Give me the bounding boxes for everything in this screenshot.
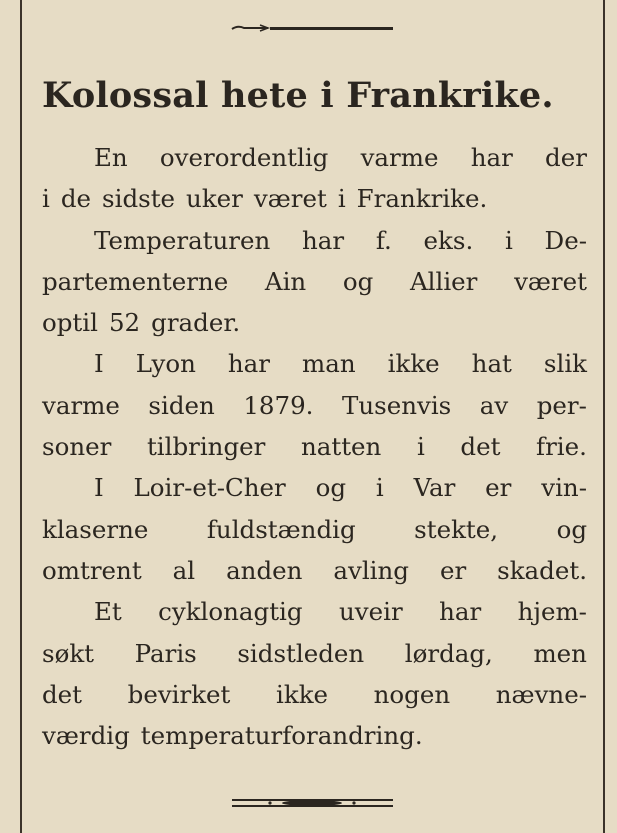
word: været bbox=[253, 184, 327, 214]
word: Frankrike. bbox=[356, 184, 488, 214]
word: har bbox=[470, 143, 513, 172]
word: er bbox=[439, 555, 467, 585]
word: slik bbox=[543, 349, 587, 379]
word: de bbox=[60, 184, 92, 214]
word: lørdag, bbox=[404, 638, 493, 668]
word: hjem- bbox=[517, 597, 587, 627]
word: bevirket bbox=[127, 679, 231, 709]
word: 52 bbox=[108, 308, 141, 338]
bottom-ornament bbox=[230, 797, 395, 809]
word: i bbox=[504, 225, 513, 255]
word: fuldstændig bbox=[206, 514, 356, 544]
word: været bbox=[514, 266, 587, 296]
word: søkt bbox=[42, 638, 95, 668]
word: partementerne bbox=[42, 266, 229, 296]
word: man bbox=[302, 349, 356, 379]
article-line bbox=[42, 178, 587, 219]
word: har bbox=[439, 597, 482, 627]
word: per- bbox=[536, 390, 587, 420]
article-line bbox=[42, 467, 587, 508]
top-ornament bbox=[230, 22, 395, 34]
word: det bbox=[460, 432, 501, 462]
word: uveir bbox=[338, 597, 403, 627]
word: sidste bbox=[102, 184, 176, 214]
word: Lyon bbox=[135, 349, 196, 379]
word: varme bbox=[42, 390, 120, 420]
word: Var bbox=[413, 473, 456, 503]
word: overordentlig bbox=[159, 143, 329, 172]
word: grader. bbox=[151, 308, 241, 338]
word: uker bbox=[186, 184, 243, 214]
word: I bbox=[94, 473, 104, 503]
word: av bbox=[479, 390, 509, 420]
word: eks. bbox=[423, 225, 474, 255]
word: og bbox=[315, 473, 347, 503]
word: varme bbox=[360, 143, 439, 172]
article-line bbox=[42, 343, 587, 384]
word: optil bbox=[42, 308, 98, 338]
article-line bbox=[42, 302, 587, 343]
column-rule-right bbox=[603, 0, 605, 833]
article-line bbox=[42, 137, 587, 178]
word: En bbox=[94, 143, 128, 172]
word: Loir-et-Cher bbox=[133, 473, 286, 503]
word: Temperaturen bbox=[94, 225, 271, 255]
word: Allier bbox=[409, 266, 478, 296]
word: har bbox=[302, 225, 345, 255]
word: og bbox=[342, 266, 374, 296]
word: nævne- bbox=[495, 679, 587, 709]
word: soner bbox=[42, 432, 112, 462]
word: al bbox=[172, 555, 196, 585]
word: i bbox=[337, 184, 346, 214]
word: cyklonagtig bbox=[158, 597, 303, 627]
word: det bbox=[42, 679, 83, 709]
word: hat bbox=[471, 349, 512, 379]
word: De- bbox=[544, 225, 587, 255]
word: Et bbox=[94, 597, 122, 627]
word: i bbox=[416, 432, 425, 462]
word: men bbox=[533, 638, 587, 668]
article-line bbox=[42, 509, 587, 550]
word: klaserne bbox=[42, 514, 149, 544]
word: avling bbox=[333, 555, 409, 585]
article-line bbox=[42, 550, 587, 591]
word: I bbox=[94, 349, 104, 379]
word: temperaturforandring. bbox=[140, 721, 423, 751]
headline: Kolossal hete i Frankrike. bbox=[42, 75, 554, 116]
article-line bbox=[42, 426, 587, 467]
word: ikke bbox=[276, 679, 329, 709]
word: siden bbox=[148, 390, 215, 420]
word: i bbox=[42, 184, 50, 214]
word: Tusenvis bbox=[342, 390, 452, 420]
word: f. bbox=[375, 225, 392, 255]
word: stekte, bbox=[414, 514, 499, 544]
word: i bbox=[375, 473, 384, 503]
article-line bbox=[42, 674, 587, 715]
article-line bbox=[42, 633, 587, 674]
word: der bbox=[545, 143, 587, 172]
word: og bbox=[556, 514, 587, 544]
word: omtrent bbox=[42, 555, 142, 585]
article-line bbox=[42, 261, 587, 302]
column-rule-left bbox=[20, 0, 22, 833]
word: Paris bbox=[134, 638, 197, 668]
word: frie. bbox=[536, 432, 587, 462]
word: vin- bbox=[541, 473, 587, 503]
word: anden bbox=[226, 555, 303, 585]
article-line bbox=[42, 591, 587, 632]
article-line bbox=[42, 715, 587, 756]
word: er bbox=[485, 473, 512, 503]
word: natten bbox=[300, 432, 382, 462]
word: Ain bbox=[264, 266, 307, 296]
word: nogen bbox=[373, 679, 451, 709]
article-body bbox=[42, 137, 587, 756]
word: sidstleden bbox=[237, 638, 365, 668]
word: skadet. bbox=[497, 555, 587, 585]
word: tilbringer bbox=[146, 432, 266, 462]
word: har bbox=[227, 349, 271, 379]
article-line bbox=[42, 220, 587, 261]
article-line bbox=[42, 385, 587, 426]
word: værdig bbox=[42, 721, 130, 751]
word: 1879. bbox=[243, 390, 314, 420]
word: ikke bbox=[387, 349, 440, 379]
